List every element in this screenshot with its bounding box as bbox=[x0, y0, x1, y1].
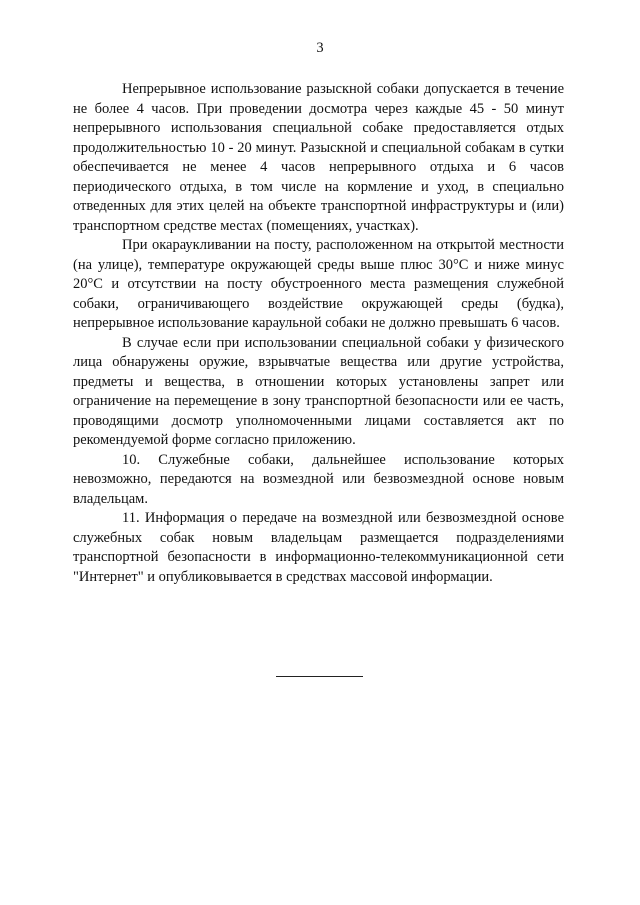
paragraph-guard-post-conditions: При окараукливании на посту, расположенном на открытой местности (на улице), температуре окружающей среды выше плюс 30°С и ниже минус 20°С и отсутствии на посту обустроенного места размещения служебной собаки, ограничивающего воздействие окружающей среды (будка), непрерывное использование караульной собаки не должно превышать 6 часов. bbox=[73, 237, 564, 331]
paragraph-dog-usage-limits: Непрерывное использование разыскной собаки допускается в течение не более 4 часов. При проведении досмотра через каждые 45 - 50 минут непрерывного использования специальной собаке предоставляется отдых продолжительностью 10 - 20 минут. Разыскной и специальной собакам в сутки обеспечивается не менее 4 часов непрерывного отдыха и 6 часов периодического отдыха, в том числе на кормление и уход, в специально отведенных для этих целей на объекте транспортной инфраструктуры и (или) транспортном средстве местах (помещениях, участках). bbox=[73, 81, 564, 234]
end-of-document-rule bbox=[276, 676, 363, 677]
page-number: 3 bbox=[316, 40, 324, 56]
paragraph-item-10: 10. Служебные собаки, дальнейшее использование которых невозможно, передаются на возмездной или безвозмездной основе новым владельцам. bbox=[73, 451, 564, 507]
paragraph-item-11: 11. Информация о передаче на возмездной или безвозмездной основе служебных собак новым владельцам размещается подразделениями транспортной безопасности в информационно-телекоммуникационной сети "Интернет" и опубликовывается в средствах массовой информации. bbox=[73, 510, 564, 585]
paragraph-detection-act: В случае если при использовании специальной собаки у физического лица обнаружены оружие, взрывчатые вещества или другие устройства, предметы и вещества, в отношении которых установлены запрет или ограничение на перемещение в зону транспортной безопасности или ее часть, проводящими досмотр уполномоченными лицами составляется акт по рекомендуемой форме согласно приложению. bbox=[73, 334, 564, 448]
document-body bbox=[73, 80, 564, 587]
